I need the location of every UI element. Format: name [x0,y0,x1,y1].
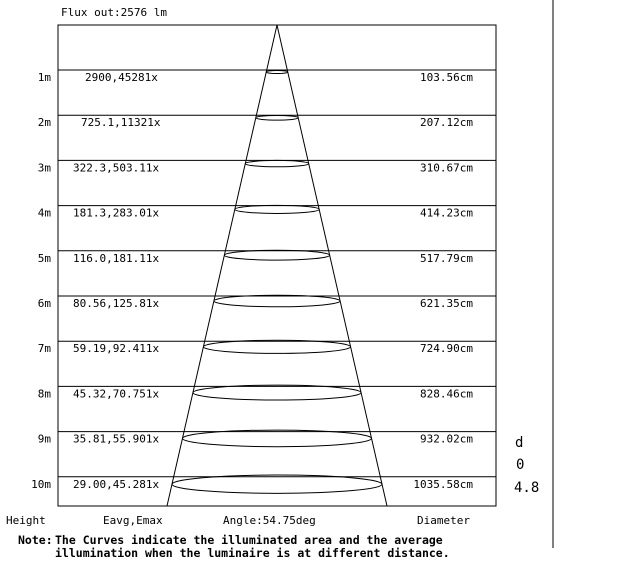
note-label: Note: [18,533,53,547]
height-label: 1m [37,71,51,84]
illuminance-label: 35.81,55.901x [73,432,160,446]
diameter-label: 517.79cm [420,251,473,265]
illumination-ellipse [224,250,329,260]
illumination-ellipse [245,160,308,166]
height-label: 5m [37,251,51,265]
illumination-ellipses [172,71,382,494]
illumination-ellipse [172,475,382,493]
diameter-label: 207.12cm [420,116,473,130]
eavg-emax-column-label: Eavg,Emax [103,514,163,527]
beam-edge-left [167,25,277,506]
height-label: 10m [31,477,51,491]
illuminance-label: 725.1,11321x [81,116,161,130]
diameter-label: 724.90cm [420,342,473,356]
flux-output-label: Flux out:2576 lm [61,6,167,19]
diameter-label: 414.23cm [420,206,473,220]
height-label: 6m [37,297,51,310]
illuminance-label: 80.56,125.81x [73,297,160,310]
illumination-ellipse [203,340,350,353]
diameter-label: 621.35cm [420,297,473,310]
side-char-2: 0 [516,457,525,473]
illuminance-label: 45.32,70.751x [73,387,160,401]
diameter-label: 1035.58cm [413,477,473,491]
height-column-label: Height [6,514,46,527]
illumination-ellipse [256,115,298,120]
side-char-3: 4.8 [514,480,540,496]
illumination-ellipse [182,430,371,447]
height-label: 4m [37,206,51,220]
beam-angle-label: Angle:54.75deg [223,514,316,527]
illumination-ellipse [193,385,361,400]
height-label: 9m [37,432,51,446]
diameter-label: 932.02cm [420,432,473,446]
illuminance-label: 29.00,45.281x [73,477,160,491]
diameter-column-label: Diameter [417,514,470,527]
illuminance-label: 181.3,283.01x [73,206,160,220]
height-label: 7m [37,342,51,356]
height-label: 2m [37,116,51,130]
illuminance-label: 322.3,503.11x [73,161,160,175]
diameter-label: 103.56cm [420,71,473,84]
height-label: 8m [37,387,51,401]
note-text: The Curves indicate the illuminated area and the average illumination when the luminaire is at different distance. [55,533,450,560]
diameter-label: 310.67cm [420,161,473,175]
illuminance-label: 116.0,181.11x [73,251,160,265]
illuminance-label: 2900,45281x [85,71,158,84]
illumination-ellipse [266,71,287,74]
distance-lines [58,70,496,477]
illuminance-label: 59.19,92.411x [73,342,160,356]
side-char-1: d [515,435,524,451]
illumination-ellipse [235,205,319,213]
diameter-label: 828.46cm [420,387,473,401]
height-label: 3m [37,161,51,175]
illumination-ellipse [214,295,340,307]
beam-edge-right [277,25,387,506]
